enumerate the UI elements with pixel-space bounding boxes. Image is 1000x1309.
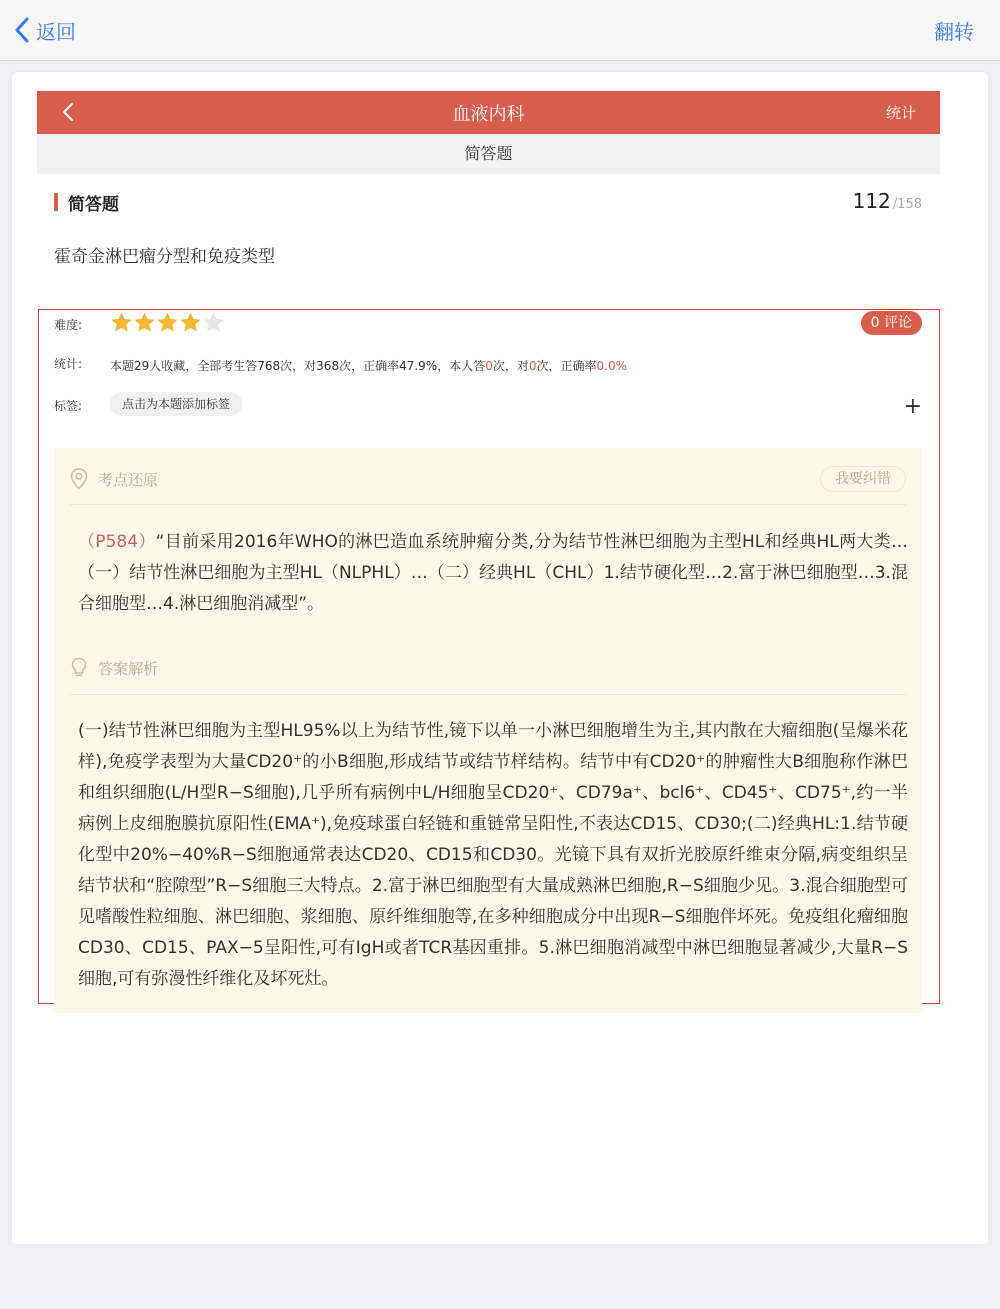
question-type-label: 简答题: [68, 194, 119, 215]
star-filled-icon: [179, 311, 202, 334]
add-icon[interactable]: +: [903, 394, 922, 419]
kaodian-body: “目前采用2016年WHO的淋巴造血系统肿瘤分类,分为结节性淋巴细胞为主型HL和经典HL两大类…（一）结节性淋巴细胞为主型HL（NLPHL）…（二）经典HL（CHL）1.结节硬化型…2.富于淋巴细胞型…3.混合细胞型…4.淋巴细胞消减型”。: [78, 532, 908, 614]
lightbulb-icon: [70, 657, 88, 679]
stats-part: 次，对: [492, 359, 529, 373]
question-text: 霍奇金淋巴瘤分型和免疫类型: [54, 247, 275, 267]
comment-button[interactable]: 0 评论: [861, 311, 922, 335]
stats-label: 统计:: [54, 357, 83, 371]
question-total: /158: [892, 197, 922, 212]
back-button[interactable]: [14, 14, 76, 46]
difficulty-label: 难度:: [54, 318, 83, 332]
top-bar: [0, 0, 1000, 61]
location-pin-icon: [70, 468, 88, 490]
chevron-left-icon: [14, 17, 30, 43]
star-filled-icon: [133, 311, 156, 334]
page-reference: （P584）: [78, 532, 156, 552]
stats-part: 本题29人收藏，全部考生答768次，对368次，正确率47.9%，本人答: [110, 359, 486, 373]
explanation-panel: [54, 448, 922, 1013]
flip-button[interactable]: 翻转: [934, 20, 974, 44]
stats-answered: 0: [485, 359, 493, 373]
question-current: 112: [852, 189, 891, 213]
app-header: [37, 91, 940, 134]
star-filled-icon: [156, 311, 179, 334]
kaodian-title: 考点还原: [98, 470, 159, 489]
question-type: [54, 191, 119, 213]
stats-button[interactable]: 统计: [885, 104, 916, 122]
kaodian-header: [70, 468, 158, 490]
star-empty-icon: [202, 311, 225, 334]
stats-part: 次，正确率: [536, 359, 597, 373]
question-counter: [853, 189, 922, 213]
kaodian-text: [78, 527, 908, 620]
page-footer: [12, 1244, 988, 1309]
section-subheader: 简答题: [37, 134, 940, 174]
divider: [70, 504, 906, 505]
report-error-button[interactable]: 我要纠错: [820, 466, 906, 492]
stats-correct: 0: [528, 359, 537, 373]
tags-label: 标签:: [54, 399, 83, 413]
page-title: 血液内科: [452, 104, 525, 125]
answer-header: [70, 657, 158, 679]
accent-bar: [54, 193, 58, 211]
answer-title: 答案解析: [98, 659, 159, 678]
star-filled-icon: [110, 311, 133, 334]
difficulty-stars: [110, 311, 225, 334]
divider: [70, 694, 906, 695]
stats-rate: 0.0%: [596, 359, 628, 373]
stats-text: [110, 357, 627, 374]
answer-text: (一)结节性淋巴细胞为主型HL95%以上为结节性,镜下以单一小淋巴细胞增生为主,其内散在大瘤细胞(呈爆米花样),免疫学表型为大量CD20⁺的小B细胞,形成结节或结节样结构。结节中有CD20⁺的肿瘤性大B细胞称作淋巴和组织细胞(L/H型R−S细胞),几乎所有病例中L/H细胞呈CD20⁺、CD79a⁺、bcl6⁺、CD45⁺、CD75⁺,约一半病例上皮细胞膜抗原阳性(EMA⁺),免疫球蛋白轻链和重链常呈阳性,不表达CD15、CD30;(二)经典HL:1.结节硬化型中20%−40%R−S细胞通常表达CD20、CD15和CD30。光镜下具有双折光胶原纤维束分隔,病变组织呈结节状和“腔隙型”R−S细胞三大特点。2.富于淋巴细胞型有大量成熟淋巴细胞,R−S细胞少见。3.混合细胞型可见嗜酸性粒细胞、淋巴细胞、浆细胞、原纤维细胞等,在多种细胞成分中出现R−S细胞伴坏死。免疫组化瘤细胞CD30、CD15、PAX−5呈阳性,可有IgH或者TCR基因重排。5.淋巴细胞消减型中淋巴细胞显著减少,大量R−S细胞,可有弥漫性纤维化及坏死灶。: [78, 721, 908, 989]
add-tag-button[interactable]: 点击为本题添加标签: [110, 392, 242, 416]
back-label: 返回: [36, 19, 76, 44]
